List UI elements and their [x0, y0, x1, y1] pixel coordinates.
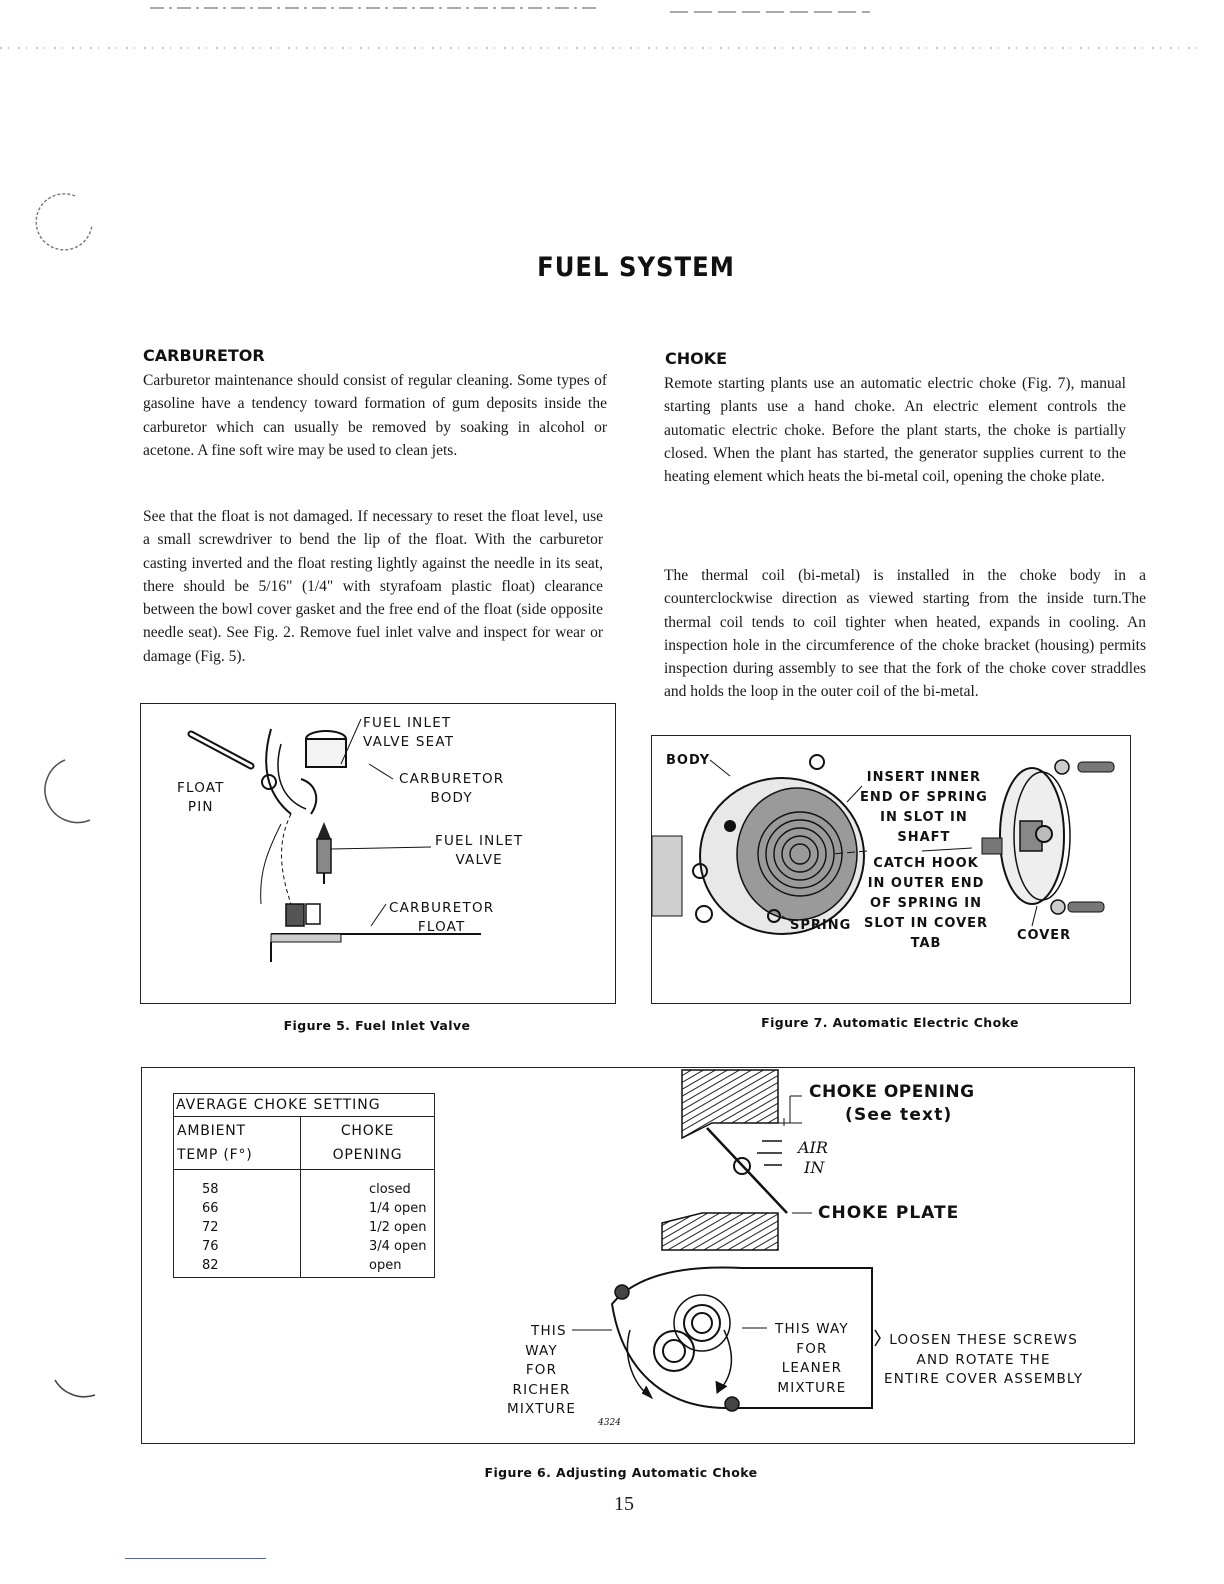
- choke-paragraph-2: The thermal coil (bi-metal) is installed in the choke body in a counterclockwise direction as viewed starting from the inside turn.The thermal coil tends to coil tighter when heated, expands in cooling. An inspection hole in the circumference of the choke bracket (housing) permits inspection during assembly to see that the fork of the choke cover straddles and holds the loop in the outer coil of the bi-metal.: [664, 567, 1146, 701]
- table-title: AVERAGE CHOKE SETTING: [174, 1094, 435, 1117]
- label-line: SLOT IN COVER: [864, 916, 989, 931]
- figure-7-box: [651, 735, 1131, 1004]
- header-line: CHOKE: [340, 1123, 395, 1139]
- table-cell-opening: 1/4 open: [369, 1201, 427, 1216]
- label-line: FLOAT: [417, 919, 466, 935]
- label-line: END OF SPRING: [860, 790, 988, 805]
- choke-paragraph-1: Remote starting plants use an automatic electric choke (Fig. 7), manual starting plants use a hand choke. An electric element controls the automatic electric choke. Before the plant starts, the choke is partially closed. When the plant has started, the generator supplies current to the heating element which heats the bi-metal coil, opening the choke plate.: [664, 375, 1126, 486]
- choke-heading: CHOKE: [665, 349, 728, 368]
- table-cell-temp: 58: [202, 1182, 219, 1197]
- label-spring: SPRING: [790, 918, 852, 933]
- figure-5-box: [140, 703, 616, 1004]
- label-line: AND ROTATE THE: [916, 1351, 1051, 1368]
- label-line: CATCH HOOK: [873, 856, 979, 871]
- label-line: VALVE: [455, 852, 503, 868]
- label-line: BODY: [430, 790, 473, 806]
- figure-5-caption: Figure 5. Fuel Inlet Valve: [283, 1018, 471, 1033]
- label-richer-mixture: [507, 1322, 576, 1420]
- table-cell-temp: 72: [202, 1220, 219, 1235]
- table-cell-opening: open: [369, 1258, 402, 1273]
- carburetor-heading: CARBURETOR: [143, 346, 265, 365]
- label-line: OF SPRING IN: [870, 896, 983, 911]
- label-in: IN: [804, 1158, 825, 1177]
- page-number: 15: [614, 1493, 634, 1515]
- table-cell-opening: 3/4 open: [369, 1239, 427, 1254]
- label-line: FUEL INLET: [435, 833, 524, 849]
- header-line: AMBIENT: [177, 1123, 246, 1139]
- table-cell-temp: 76: [202, 1239, 219, 1254]
- label-insert-inner-end: [860, 768, 988, 848]
- label-choke-opening: CHOKE OPENING: [809, 1082, 975, 1102]
- table-cell-opening: closed: [369, 1182, 411, 1197]
- binder-holes: [0, 0, 120, 1584]
- label-line: SHAFT: [897, 830, 951, 845]
- label-line: MIXTURE: [777, 1379, 847, 1396]
- label-line: THIS: [531, 1323, 567, 1339]
- figure-6-caption: Figure 6. Adjusting Automatic Choke: [484, 1465, 758, 1480]
- table-cell-opening: 1/2 open: [369, 1220, 427, 1235]
- carburetor-paragraph-1: Carburetor maintenance should consist of regular cleaning. Some types of gasoline have a tendency toward formation of gum deposits inside the carburetor which can usually be removed by soaking in alcohol or acetone. A fine soft wire may be used to clean jets.: [143, 372, 607, 459]
- table-cell-temp: 82: [202, 1258, 219, 1273]
- label-choke-plate: CHOKE PLATE: [818, 1203, 960, 1223]
- label-line: IN OUTER END: [867, 876, 985, 891]
- carburetor-paragraph-2: See that the float is not damaged. If necessary to reset the float level, use a small screwdriver to bend the lip of the float. With the carburetor casting inverted and the float resting lightly against the needle in its seat, there should be 5/16" (1/4" with styrafoam plastic float) clearance between the bowl cover gasket and the free end of the float (side opposite needle seat). See Fig. 2. Remove fuel inlet valve and inspect for wear or damage (Fig. 5).: [143, 508, 603, 665]
- label-line: MIXTURE: [507, 1401, 577, 1417]
- label-body: BODY: [666, 753, 711, 768]
- label-line: CARBURETOR: [389, 900, 495, 916]
- drawing-number: 4324: [598, 1418, 621, 1428]
- label-carburetor-float: [389, 899, 494, 937]
- label-line: IN SLOT IN: [880, 810, 968, 825]
- label-loosen-screws: [884, 1331, 1083, 1390]
- label-carburetor-body: [399, 770, 504, 808]
- label-line: VALVE SEAT: [363, 734, 455, 750]
- label-line: RICHER: [512, 1381, 571, 1398]
- label-line: LOOSEN THESE SCREWS: [889, 1332, 1079, 1348]
- label-line: FLOAT: [177, 780, 225, 796]
- label-float-pin: [177, 779, 225, 817]
- label-line: FUEL INLET: [363, 715, 452, 731]
- label-fuel-inlet-valve-seat: [363, 714, 454, 752]
- figure-6-box: [141, 1067, 1135, 1444]
- header-line: OPENING: [332, 1147, 403, 1163]
- label-leaner-mixture: [775, 1320, 849, 1398]
- label-line: FOR: [796, 1340, 828, 1357]
- label-cover: COVER: [1017, 928, 1072, 943]
- label-fuel-inlet-valve: [435, 832, 523, 870]
- label-line: ENTIRE COVER ASSEMBLY: [884, 1371, 1084, 1387]
- scan-artifact-top: [0, 0, 1224, 60]
- label-line: THIS WAY: [775, 1321, 849, 1337]
- label-line: WAY: [525, 1342, 558, 1359]
- page-title: FUEL SYSTEM: [537, 252, 735, 283]
- label-line: FOR: [525, 1362, 558, 1378]
- label-catch-hook: [864, 854, 988, 954]
- label-see-text: (See text): [845, 1105, 953, 1125]
- label-line: LEANER: [781, 1360, 843, 1376]
- label-line: INSERT INNER: [866, 770, 982, 785]
- figure-7-caption: Figure 7. Automatic Electric Choke: [761, 1015, 1019, 1030]
- label-air: AIR: [798, 1138, 828, 1157]
- label-line: PIN: [187, 799, 214, 815]
- table-cell-temp: 66: [202, 1201, 219, 1216]
- label-line: TAB: [910, 936, 942, 951]
- header-line: TEMP (F°): [177, 1147, 253, 1163]
- bottom-rule: [125, 1558, 266, 1559]
- label-line: CARBURETOR: [399, 771, 505, 787]
